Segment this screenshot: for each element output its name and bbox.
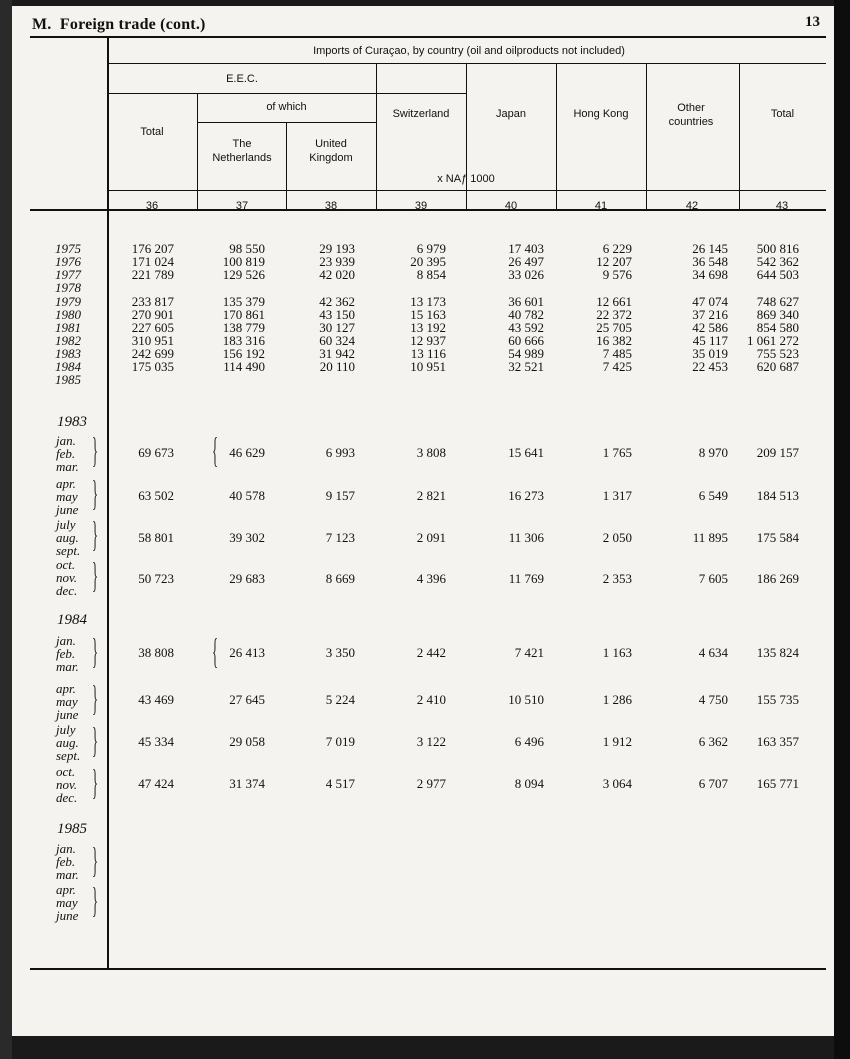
annual-cell: 748 627	[756, 294, 799, 309]
scan-left-edge	[0, 0, 12, 1059]
annual-cell: 8 854	[416, 267, 446, 282]
month-label: may	[56, 489, 78, 504]
quarter-1983-cell: 6 549	[698, 488, 728, 503]
year-label: 1983	[55, 346, 81, 361]
quarter-1983-cell: 11 306	[508, 530, 544, 545]
quarter-1983-cell: 2 821	[416, 488, 446, 503]
year-label: 1979	[55, 294, 81, 309]
quarter-brace: }	[92, 720, 99, 760]
month-label: apr.	[56, 882, 76, 897]
quarter-1983-cell: 50 723	[138, 571, 174, 586]
annual-cell: 12 207	[596, 254, 632, 269]
year-label: 1982	[55, 333, 81, 348]
col-number: 42	[685, 200, 699, 212]
quarter-1984-cell: 165 771	[756, 776, 799, 791]
quarter-1984-cell: 38 808	[138, 645, 174, 660]
month-label: june	[56, 707, 79, 722]
annual-cell: 45 117	[692, 333, 728, 348]
col-number: 43	[775, 200, 789, 212]
col-divider-3	[376, 64, 377, 191]
col-total-eec: Total	[140, 126, 164, 138]
annual-cell: 26 145	[692, 241, 728, 256]
col-divider-7	[739, 64, 740, 191]
quarter-1983-cell: 11 769	[508, 571, 544, 586]
page-header	[32, 16, 206, 34]
annual-cell: 129 526	[222, 267, 265, 282]
quarter-brace: }	[92, 473, 99, 513]
year-heading: 1985	[57, 821, 87, 837]
quarter-1984-cell: 3 350	[325, 645, 355, 660]
section-title: Foreign trade (cont.)	[59, 16, 206, 33]
quarter-1984-cell: 155 735	[756, 692, 799, 707]
year-label: 1977	[55, 267, 81, 282]
quarter-1983-cell: 69 673	[138, 445, 174, 460]
quarter-1984-cell: 4 517	[325, 776, 355, 791]
month-label: nov.	[56, 777, 78, 792]
quarter-1983-cell: 58 801	[138, 530, 174, 545]
annual-cell: 176 207	[131, 241, 174, 256]
annual-cell: 42 586	[692, 320, 728, 335]
quarter-1983-cell: 7 123	[325, 530, 355, 545]
quarter-1983-cell: 63 502	[138, 488, 174, 503]
annual-cell: 270 901	[131, 307, 174, 322]
month-label: jan.	[56, 841, 76, 856]
month-label: sept.	[56, 748, 81, 763]
annual-cell: 13 173	[410, 294, 446, 309]
quarter-1984-cell: 1 286	[602, 692, 632, 707]
month-label: jan.	[56, 633, 76, 648]
quarter-1983-cell: 175 584	[756, 530, 799, 545]
annual-cell: 114 490	[223, 359, 265, 374]
annual-cell: 26 497	[508, 254, 544, 269]
annual-cell: 869 340	[756, 307, 799, 322]
quarter-1984-cell: 10 510	[508, 692, 544, 707]
annual-cell: 135 379	[222, 294, 265, 309]
num-divider-1	[197, 191, 198, 209]
stub-divider	[107, 38, 109, 970]
col-other-countries: Other countries	[668, 102, 714, 128]
month-label: mar.	[56, 867, 79, 882]
annual-cell: 47 074	[692, 294, 728, 309]
main-heading: Imports of Curaçao, by country (oil and oilproducts not included)	[313, 45, 625, 57]
annual-cell: 20 395	[410, 254, 446, 269]
quarter-brace: }	[92, 678, 99, 718]
annual-cell: 34 698	[692, 267, 728, 282]
month-label: feb.	[56, 646, 76, 661]
quarter-1984-cell: 3 122	[416, 734, 446, 749]
quarter-1983-cell: 184 513	[756, 488, 799, 503]
quarter-1983-cell: 2 050	[602, 530, 632, 545]
annual-cell: 22 453	[692, 359, 728, 374]
month-label: mar.	[56, 459, 79, 474]
month-label: aug.	[56, 530, 79, 545]
annual-cell: 500 816	[756, 241, 799, 256]
quarter-1983-cell: 7 605	[698, 571, 728, 586]
month-label: oct.	[56, 557, 76, 572]
year-label: 1985	[55, 372, 81, 387]
month-label: apr.	[56, 681, 76, 696]
top-rule	[30, 36, 826, 38]
year-label: 1975	[55, 241, 81, 256]
month-label: mar.	[56, 659, 79, 674]
col-number: 40	[504, 200, 518, 212]
col-netherlands: The Netherlands	[212, 138, 272, 164]
month-label: july	[56, 722, 76, 737]
annual-cell: 183 316	[222, 333, 265, 348]
table-bottom-rule	[30, 968, 826, 970]
quarter-1984-cell: 2 442	[416, 645, 446, 660]
month-label: july	[56, 517, 76, 532]
annual-cell: 620 687	[756, 359, 799, 374]
eec-heading: E.E.C.	[226, 73, 258, 85]
quarter-1984-cell: 29 058	[229, 734, 265, 749]
month-label: may	[56, 895, 78, 910]
quarter-brace: }	[92, 840, 99, 880]
annual-cell: 9 576	[602, 267, 632, 282]
annual-cell: 12 661	[596, 294, 632, 309]
annual-cell: 233 817	[131, 294, 174, 309]
annual-cell: 36 601	[508, 294, 544, 309]
annual-cell: 6 979	[416, 241, 446, 256]
num-divider-2	[286, 191, 287, 209]
quarter-1984-cell: 4 750	[698, 692, 728, 707]
quarter-1983-cell: 16 273	[508, 488, 544, 503]
year-label: 1980	[55, 307, 81, 322]
annual-cell: 32 521	[508, 359, 544, 374]
month-label: apr.	[56, 476, 76, 491]
annual-cell: 23 939	[319, 254, 355, 269]
annual-cell: 644 503	[756, 267, 799, 282]
annual-cell: 30 127	[319, 320, 355, 335]
eec-rule	[107, 93, 467, 94]
annual-cell: 755 523	[756, 346, 799, 361]
annual-cell: 15 163	[410, 307, 446, 322]
quarter-1984-cell: 47 424	[138, 776, 174, 791]
col-switzerland: Switzerland	[392, 108, 450, 120]
annual-cell: 7 485	[602, 346, 632, 361]
quarter-brace: }	[92, 555, 99, 595]
month-label: dec.	[56, 790, 78, 805]
annual-cell: 36 548	[692, 254, 728, 269]
annual-cell: 29 193	[319, 241, 355, 256]
annual-cell: 242 699	[131, 346, 174, 361]
month-label: june	[56, 502, 79, 517]
quarter-brace: }	[92, 631, 99, 671]
quarter-1983-cell: 15 641	[508, 445, 544, 460]
col-hong-kong: Hong Kong	[573, 108, 629, 120]
quarter-brace: {	[212, 631, 219, 671]
month-label: dec.	[56, 583, 78, 598]
annual-cell: 227 605	[131, 320, 174, 335]
month-label: feb.	[56, 446, 76, 461]
month-label: feb.	[56, 854, 76, 869]
col-divider-5	[556, 64, 557, 191]
page-number: 13	[805, 14, 820, 30]
annual-cell: 138 779	[222, 320, 265, 335]
section-letter: M.	[32, 16, 52, 33]
annual-cell: 54 989	[508, 346, 544, 361]
annual-cell: 13 116	[410, 346, 446, 361]
annual-cell: 100 819	[222, 254, 265, 269]
quarter-1984-cell: 6 707	[698, 776, 728, 791]
quarter-1983-cell: 186 269	[756, 571, 799, 586]
quarter-brace: {	[212, 430, 219, 470]
quarter-1983-cell: 3 808	[416, 445, 446, 460]
annual-cell: 37 216	[692, 307, 728, 322]
annual-cell: 16 382	[596, 333, 632, 348]
annual-cell: 854 580	[756, 320, 799, 335]
quarter-1983-cell: 6 993	[325, 445, 355, 460]
quarter-1983-cell: 9 157	[325, 488, 355, 503]
annual-cell: 1 061 272	[747, 333, 799, 348]
quarter-1984-cell: 26 413	[229, 645, 265, 660]
quarter-1983-cell: 4 396	[416, 571, 446, 586]
num-divider-4	[466, 191, 467, 209]
month-label: jan.	[56, 433, 76, 448]
num-divider-3	[376, 191, 377, 209]
quarter-1984-cell: 3 064	[602, 776, 632, 791]
quarter-1984-cell: 45 334	[138, 734, 174, 749]
num-divider-6	[646, 191, 647, 209]
year-label: 1978	[55, 280, 81, 295]
year-label: 1984	[55, 359, 81, 374]
annual-cell: 13 192	[410, 320, 446, 335]
annual-cell: 43 592	[508, 320, 544, 335]
quarter-1983-cell: 8 970	[698, 445, 728, 460]
annual-cell: 43 150	[319, 307, 355, 322]
quarter-1983-cell: 46 629	[229, 445, 265, 460]
annual-cell: 7 425	[602, 359, 632, 374]
annual-cell: 40 782	[508, 307, 544, 322]
quarter-brace: }	[92, 880, 99, 920]
quarter-brace: }	[92, 762, 99, 802]
col-number: 39	[414, 200, 428, 212]
annual-cell: 98 550	[229, 241, 265, 256]
quarter-1983-cell: 2 353	[602, 571, 632, 586]
quarter-1984-cell: 2 977	[416, 776, 446, 791]
num-divider-7	[739, 191, 740, 209]
month-label: june	[56, 908, 79, 923]
year-heading: 1984	[57, 612, 87, 628]
annual-cell: 171 024	[131, 254, 174, 269]
col-number: 41	[594, 200, 608, 212]
ofwhich-heading: of which	[266, 101, 307, 113]
annual-cell: 10 951	[410, 359, 446, 374]
unit-label: x NAƒ 1000	[437, 173, 495, 185]
quarter-brace: }	[92, 514, 99, 554]
annual-cell: 542 362	[756, 254, 799, 269]
annual-cell: 60 666	[508, 333, 544, 348]
year-label: 1976	[55, 254, 81, 269]
month-label: aug.	[56, 735, 79, 750]
annual-cell: 20 110	[319, 359, 355, 374]
num-divider-5	[556, 191, 557, 209]
col-total: Total	[770, 108, 795, 120]
month-label: nov.	[56, 570, 78, 585]
col-divider-6	[646, 64, 647, 191]
quarter-1984-cell: 6 362	[698, 734, 728, 749]
annual-cell: 310 951	[131, 333, 174, 348]
scan-right-edge	[834, 0, 850, 1059]
quarter-brace: }	[92, 430, 99, 470]
quarter-1984-cell: 7 421	[514, 645, 544, 660]
document-page	[12, 6, 834, 1036]
quarter-1984-cell: 2 410	[416, 692, 446, 707]
year-label: 1981	[55, 320, 81, 335]
quarter-1983-cell: 1 317	[602, 488, 632, 503]
quarter-1984-cell: 8 094	[514, 776, 544, 791]
month-label: oct.	[56, 764, 76, 779]
annual-cell: 42 020	[319, 267, 355, 282]
annual-cell: 31 942	[319, 346, 355, 361]
col-japan: Japan	[496, 108, 526, 120]
annual-cell: 25 705	[596, 320, 632, 335]
quarter-1984-cell: 1 163	[602, 645, 632, 660]
annual-cell: 33 026	[508, 267, 544, 282]
annual-cell: 17 403	[508, 241, 544, 256]
annual-cell: 60 324	[319, 333, 355, 348]
quarter-1983-cell: 39 302	[229, 530, 265, 545]
col-number: 36	[145, 200, 159, 212]
quarter-1984-cell: 6 496	[514, 734, 544, 749]
col-number: 38	[324, 200, 338, 212]
quarter-1984-cell: 135 824	[756, 645, 799, 660]
quarter-1984-cell: 1 912	[602, 734, 632, 749]
quarter-1983-cell: 11 895	[692, 530, 728, 545]
annual-cell: 42 362	[319, 294, 355, 309]
quarter-1984-cell: 5 224	[325, 692, 355, 707]
year-heading: 1983	[57, 414, 87, 430]
annual-cell: 12 937	[410, 333, 446, 348]
annual-cell: 175 035	[131, 359, 174, 374]
quarter-1984-cell: 43 469	[138, 692, 174, 707]
col-divider-4	[466, 64, 467, 191]
month-label: may	[56, 694, 78, 709]
quarter-1984-cell: 7 019	[325, 734, 355, 749]
quarter-1983-cell: 40 578	[229, 488, 265, 503]
annual-cell: 170 861	[222, 307, 265, 322]
quarter-1984-cell: 4 634	[698, 645, 728, 660]
quarter-1983-cell: 29 683	[229, 571, 265, 586]
annual-cell: 22 372	[596, 307, 632, 322]
annual-cell: 156 192	[222, 346, 265, 361]
quarter-1983-cell: 209 157	[756, 445, 799, 460]
annual-cell: 35 019	[692, 346, 728, 361]
col-number: 37	[235, 200, 249, 212]
quarter-1983-cell: 8 669	[325, 571, 355, 586]
quarter-1984-cell: 31 374	[229, 776, 265, 791]
month-label: sept.	[56, 543, 81, 558]
quarter-1983-cell: 2 091	[416, 530, 446, 545]
quarter-1984-cell: 163 357	[756, 734, 799, 749]
quarter-1983-cell: 1 765	[602, 445, 632, 460]
annual-cell: 6 229	[602, 241, 632, 256]
quarter-1984-cell: 27 645	[229, 692, 265, 707]
annual-cell: 221 789	[131, 267, 174, 282]
col-united-kingdom: United Kingdom	[309, 138, 353, 164]
